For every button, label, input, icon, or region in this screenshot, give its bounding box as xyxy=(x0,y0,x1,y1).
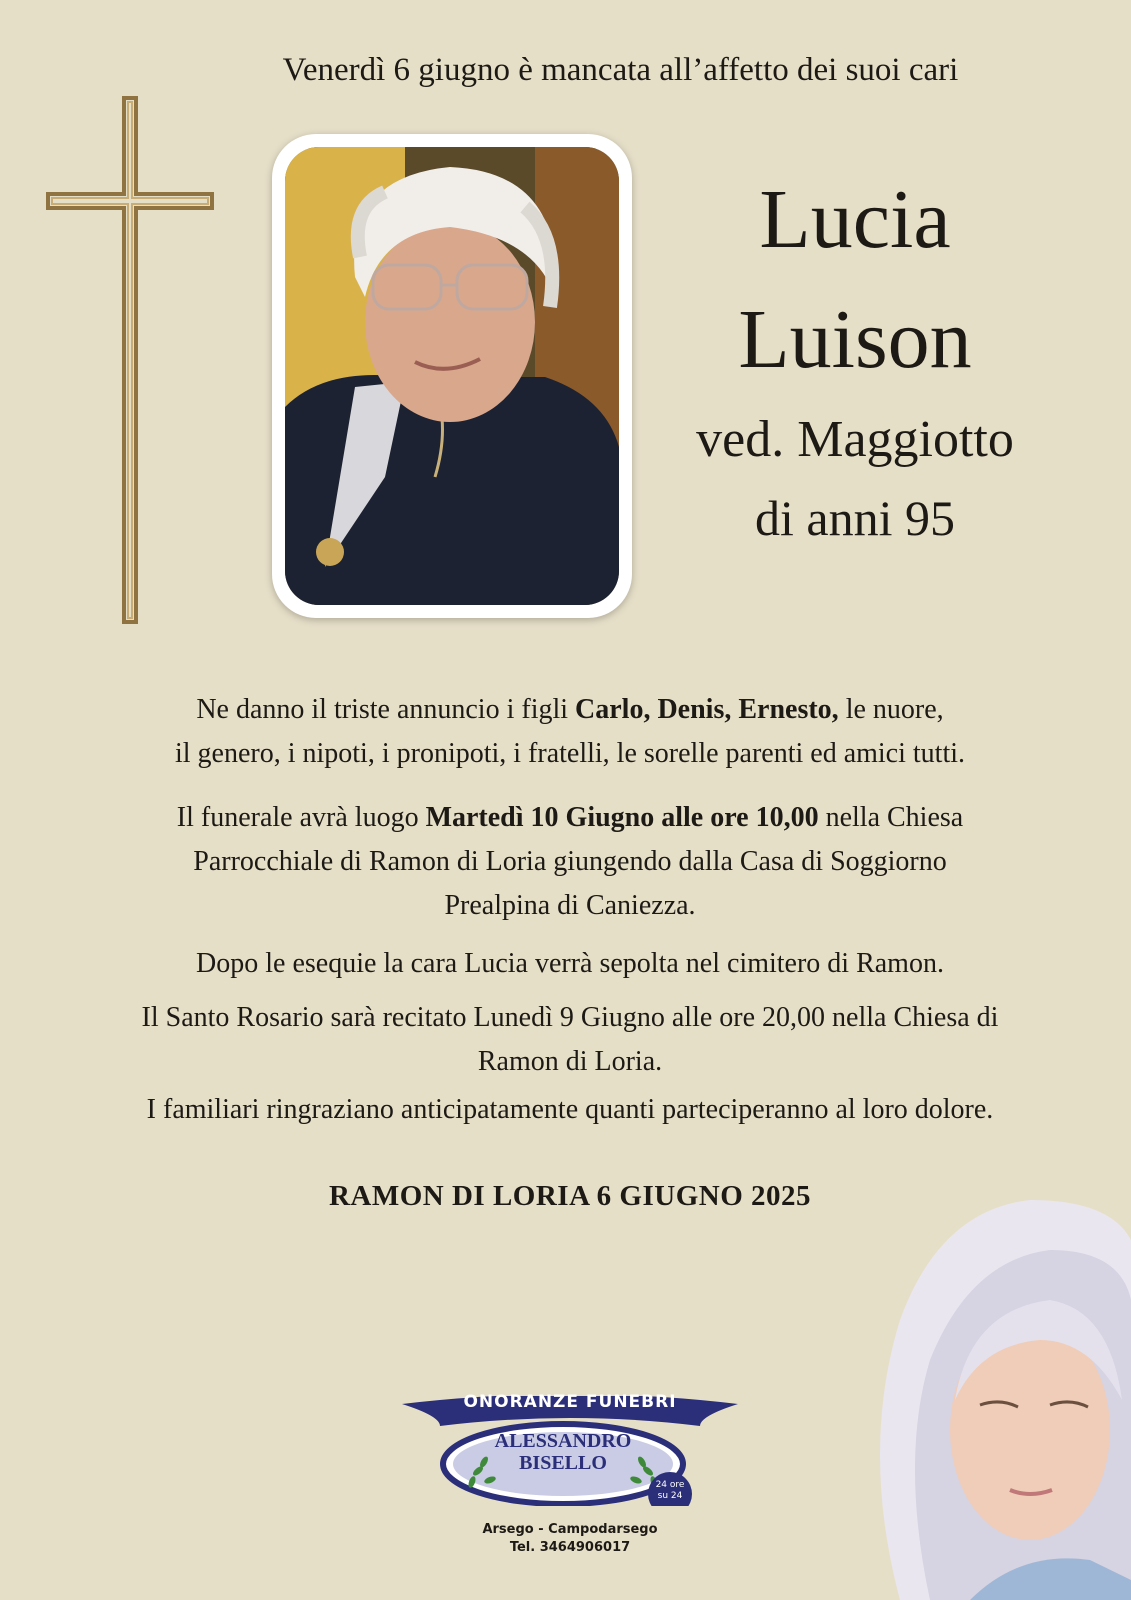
logo-badge-line2: su 24 xyxy=(657,1491,683,1501)
first-name: Lucia xyxy=(759,173,951,266)
logo-banner-text: ONORANZE FUNEBRI xyxy=(463,1392,677,1412)
logo-badge-line1: 24 ore xyxy=(655,1480,685,1490)
portrait-frame xyxy=(272,134,632,618)
funeral-home-address: Arsego - Campodarsego xyxy=(482,1522,658,1537)
portrait-photo xyxy=(285,147,619,605)
logo-name-line2: BISELLO xyxy=(519,1452,607,1474)
logo-name-line1: ALESSANDRO xyxy=(494,1430,632,1452)
cross-icon xyxy=(44,96,216,626)
intro-text: Venerdì 6 giugno è mancata all’affetto dei suoi cari xyxy=(282,52,959,88)
last-name: Luison xyxy=(738,293,972,386)
announcement-funeral: Il funerale avrà luogo Martedì 10 Giugno alle ore 10,00 nella Chiesa Parrocchiale di Ramon di Loria giungendo dalla Casa di Soggiorno Prealpina di Caniezza. xyxy=(176,802,964,921)
age: di anni 95 xyxy=(755,490,955,546)
announcement-thanks: I familiari ringraziano anticipatamente quanti parteciperanno al loro dolore. xyxy=(146,1094,994,1125)
widow-of: ved. Maggiotto xyxy=(696,411,1014,468)
announcement-rosary: Il Santo Rosario sarà recitato Lunedì 9 Giugno alle ore 20,00 nella Chiesa di Ramon di Loria. xyxy=(141,1002,999,1077)
announcement-family: Ne danno il triste annuncio i figli Carlo, Denis, Ernesto, le nuore, il genero, i nipoti, i pronipoti, i fratelli, le sorelle parenti ed amici tutti. xyxy=(174,694,965,769)
madonna-image xyxy=(860,1200,1131,1600)
announcement-burial: Dopo le esequie la cara Lucia verrà sepolta nel cimitero di Ramon. xyxy=(196,948,944,979)
place-date: RAMON DI LORIA 6 GIUGNO 2025 xyxy=(328,1180,812,1212)
children-names: Carlo, Denis, Ernesto, xyxy=(575,694,839,725)
funeral-datetime: Martedì 10 Giugno alle ore 10,00 xyxy=(425,802,819,833)
funeral-home-phone: Tel. 3464906017 xyxy=(509,1540,631,1555)
funeral-home-logo xyxy=(400,1392,740,1511)
